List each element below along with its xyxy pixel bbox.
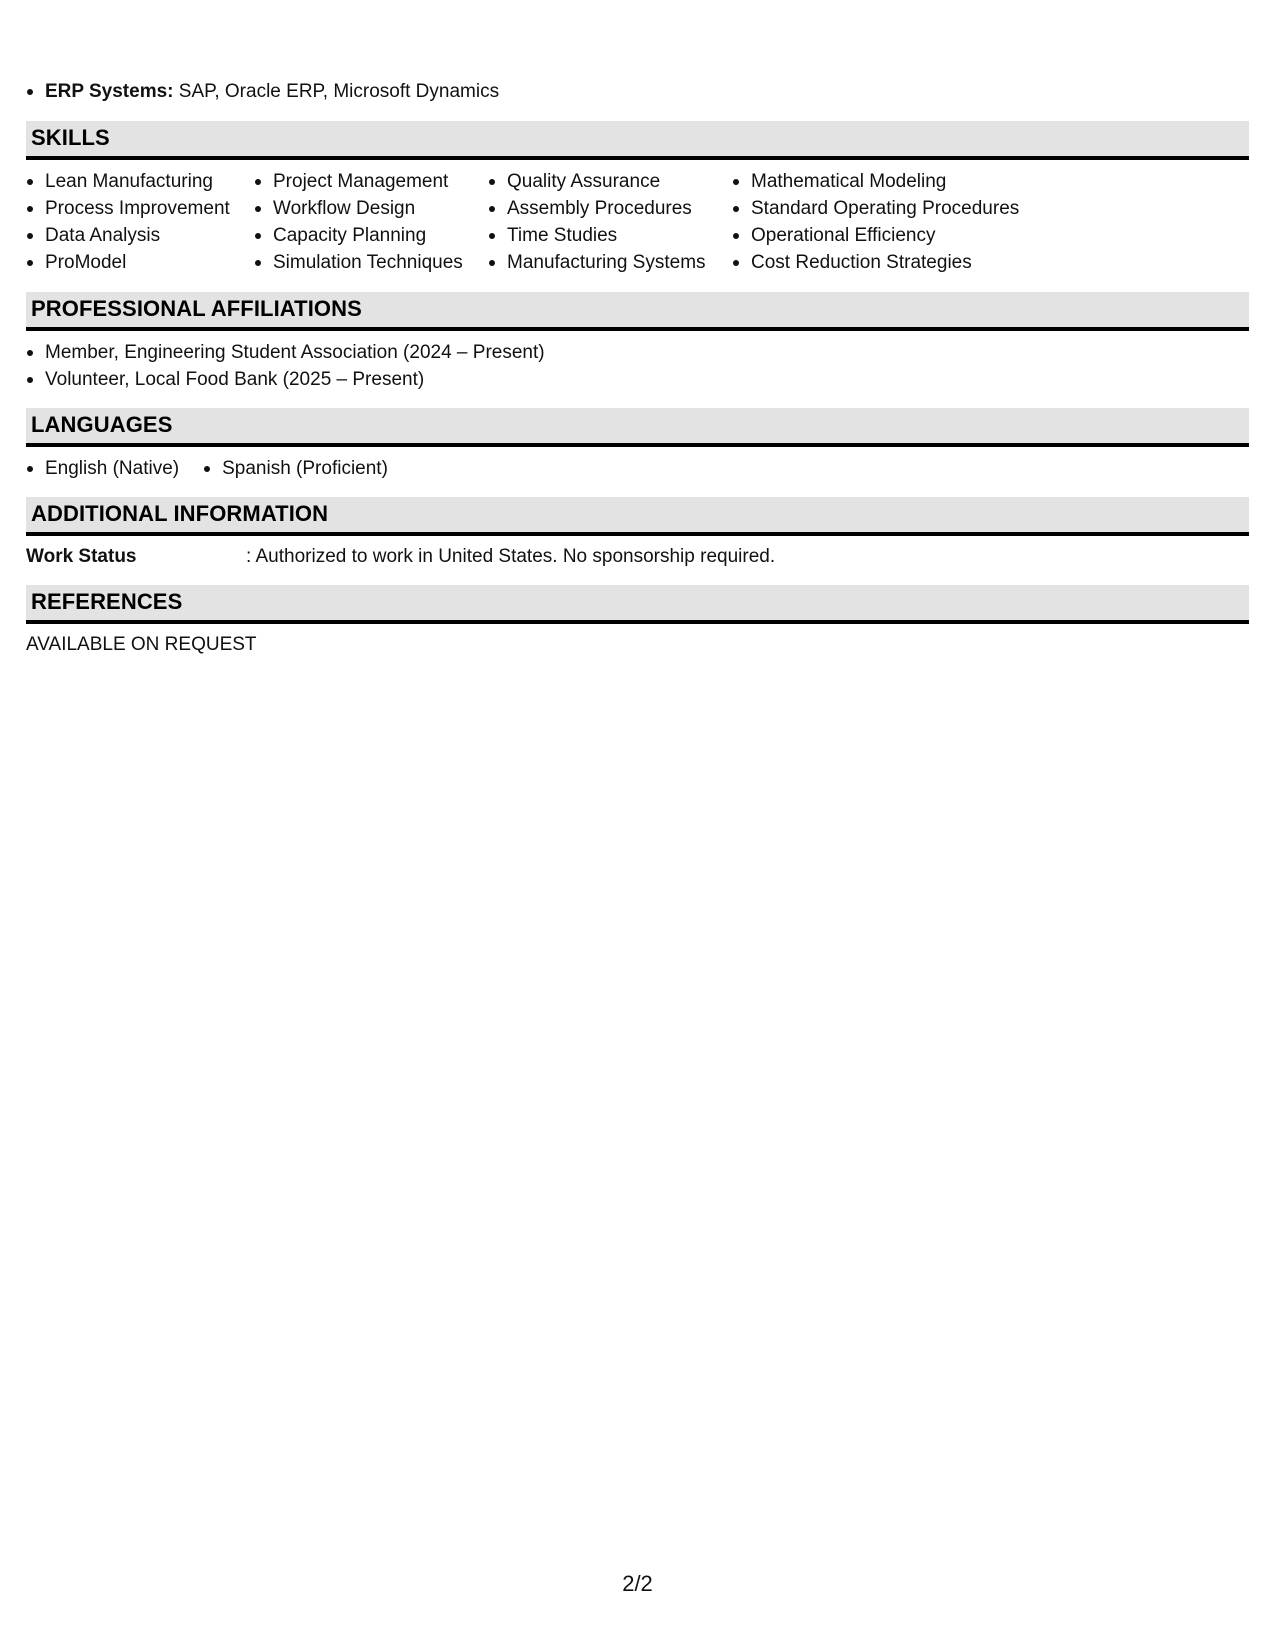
skill-item: ProModel: [26, 249, 230, 276]
skills-grid: [26, 168, 1249, 278]
skill-item: Simulation Techniques: [254, 249, 463, 276]
language-item: Spanish (Proficient): [203, 455, 388, 482]
skill-item: Capacity Planning: [254, 222, 463, 249]
erp-list: [26, 78, 499, 105]
skills-column-2: [254, 168, 463, 276]
affiliation-item: Volunteer, Local Food Bank (2025 – Present): [26, 366, 545, 393]
references-text: AVAILABLE ON REQUEST: [26, 634, 257, 655]
additional-info-title: ADDITIONAL INFORMATION: [31, 501, 329, 526]
skill-item: Quality Assurance: [488, 168, 706, 195]
skills-title: SKILLS: [31, 125, 110, 150]
skills-column-1: [26, 168, 230, 276]
skill-item: Standard Operating Procedures: [732, 195, 1019, 222]
skill-item: Mathematical Modeling: [732, 168, 1019, 195]
erp-item: [26, 78, 499, 105]
skill-item: Lean Manufacturing: [26, 168, 230, 195]
references-title: REFERENCES: [31, 589, 183, 614]
skills-header: [26, 121, 1249, 160]
skill-item: Project Management: [254, 168, 463, 195]
erp-value: SAP, Oracle ERP, Microsoft Dynamics: [173, 81, 500, 102]
references-header: [26, 585, 1249, 624]
skill-item: Process Improvement: [26, 195, 230, 222]
work-status-label: Work Status: [26, 546, 137, 567]
skill-item: Operational Efficiency: [732, 222, 1019, 249]
erp-label: ERP Systems:: [45, 81, 174, 102]
skill-item: Workflow Design: [254, 195, 463, 222]
additional-info-header: [26, 497, 1249, 536]
page-number: 2/2: [622, 1571, 653, 1596]
affiliations-header: [26, 292, 1249, 331]
skill-item: Assembly Procedures: [488, 195, 706, 222]
languages-header: [26, 408, 1249, 447]
skills-column-4: [732, 168, 1019, 276]
languages-title: LANGUAGES: [31, 412, 173, 437]
resume-page: [26, 0, 1249, 1650]
skill-item: Data Analysis: [26, 222, 230, 249]
skills-column-3: [488, 168, 706, 276]
skill-item: Cost Reduction Strategies: [732, 249, 1019, 276]
skill-item: Manufacturing Systems: [488, 249, 706, 276]
affiliation-item: Member, Engineering Student Association (2024 – Present): [26, 339, 545, 366]
affiliations-list: [26, 339, 545, 393]
affiliations-title: PROFESSIONAL AFFILIATIONS: [31, 296, 362, 321]
language-item: English (Native): [26, 455, 179, 482]
languages-list: [26, 455, 412, 482]
skill-item: Time Studies: [488, 222, 706, 249]
work-status-value: : Authorized to work in United States. No sponsorship required.: [246, 546, 776, 567]
